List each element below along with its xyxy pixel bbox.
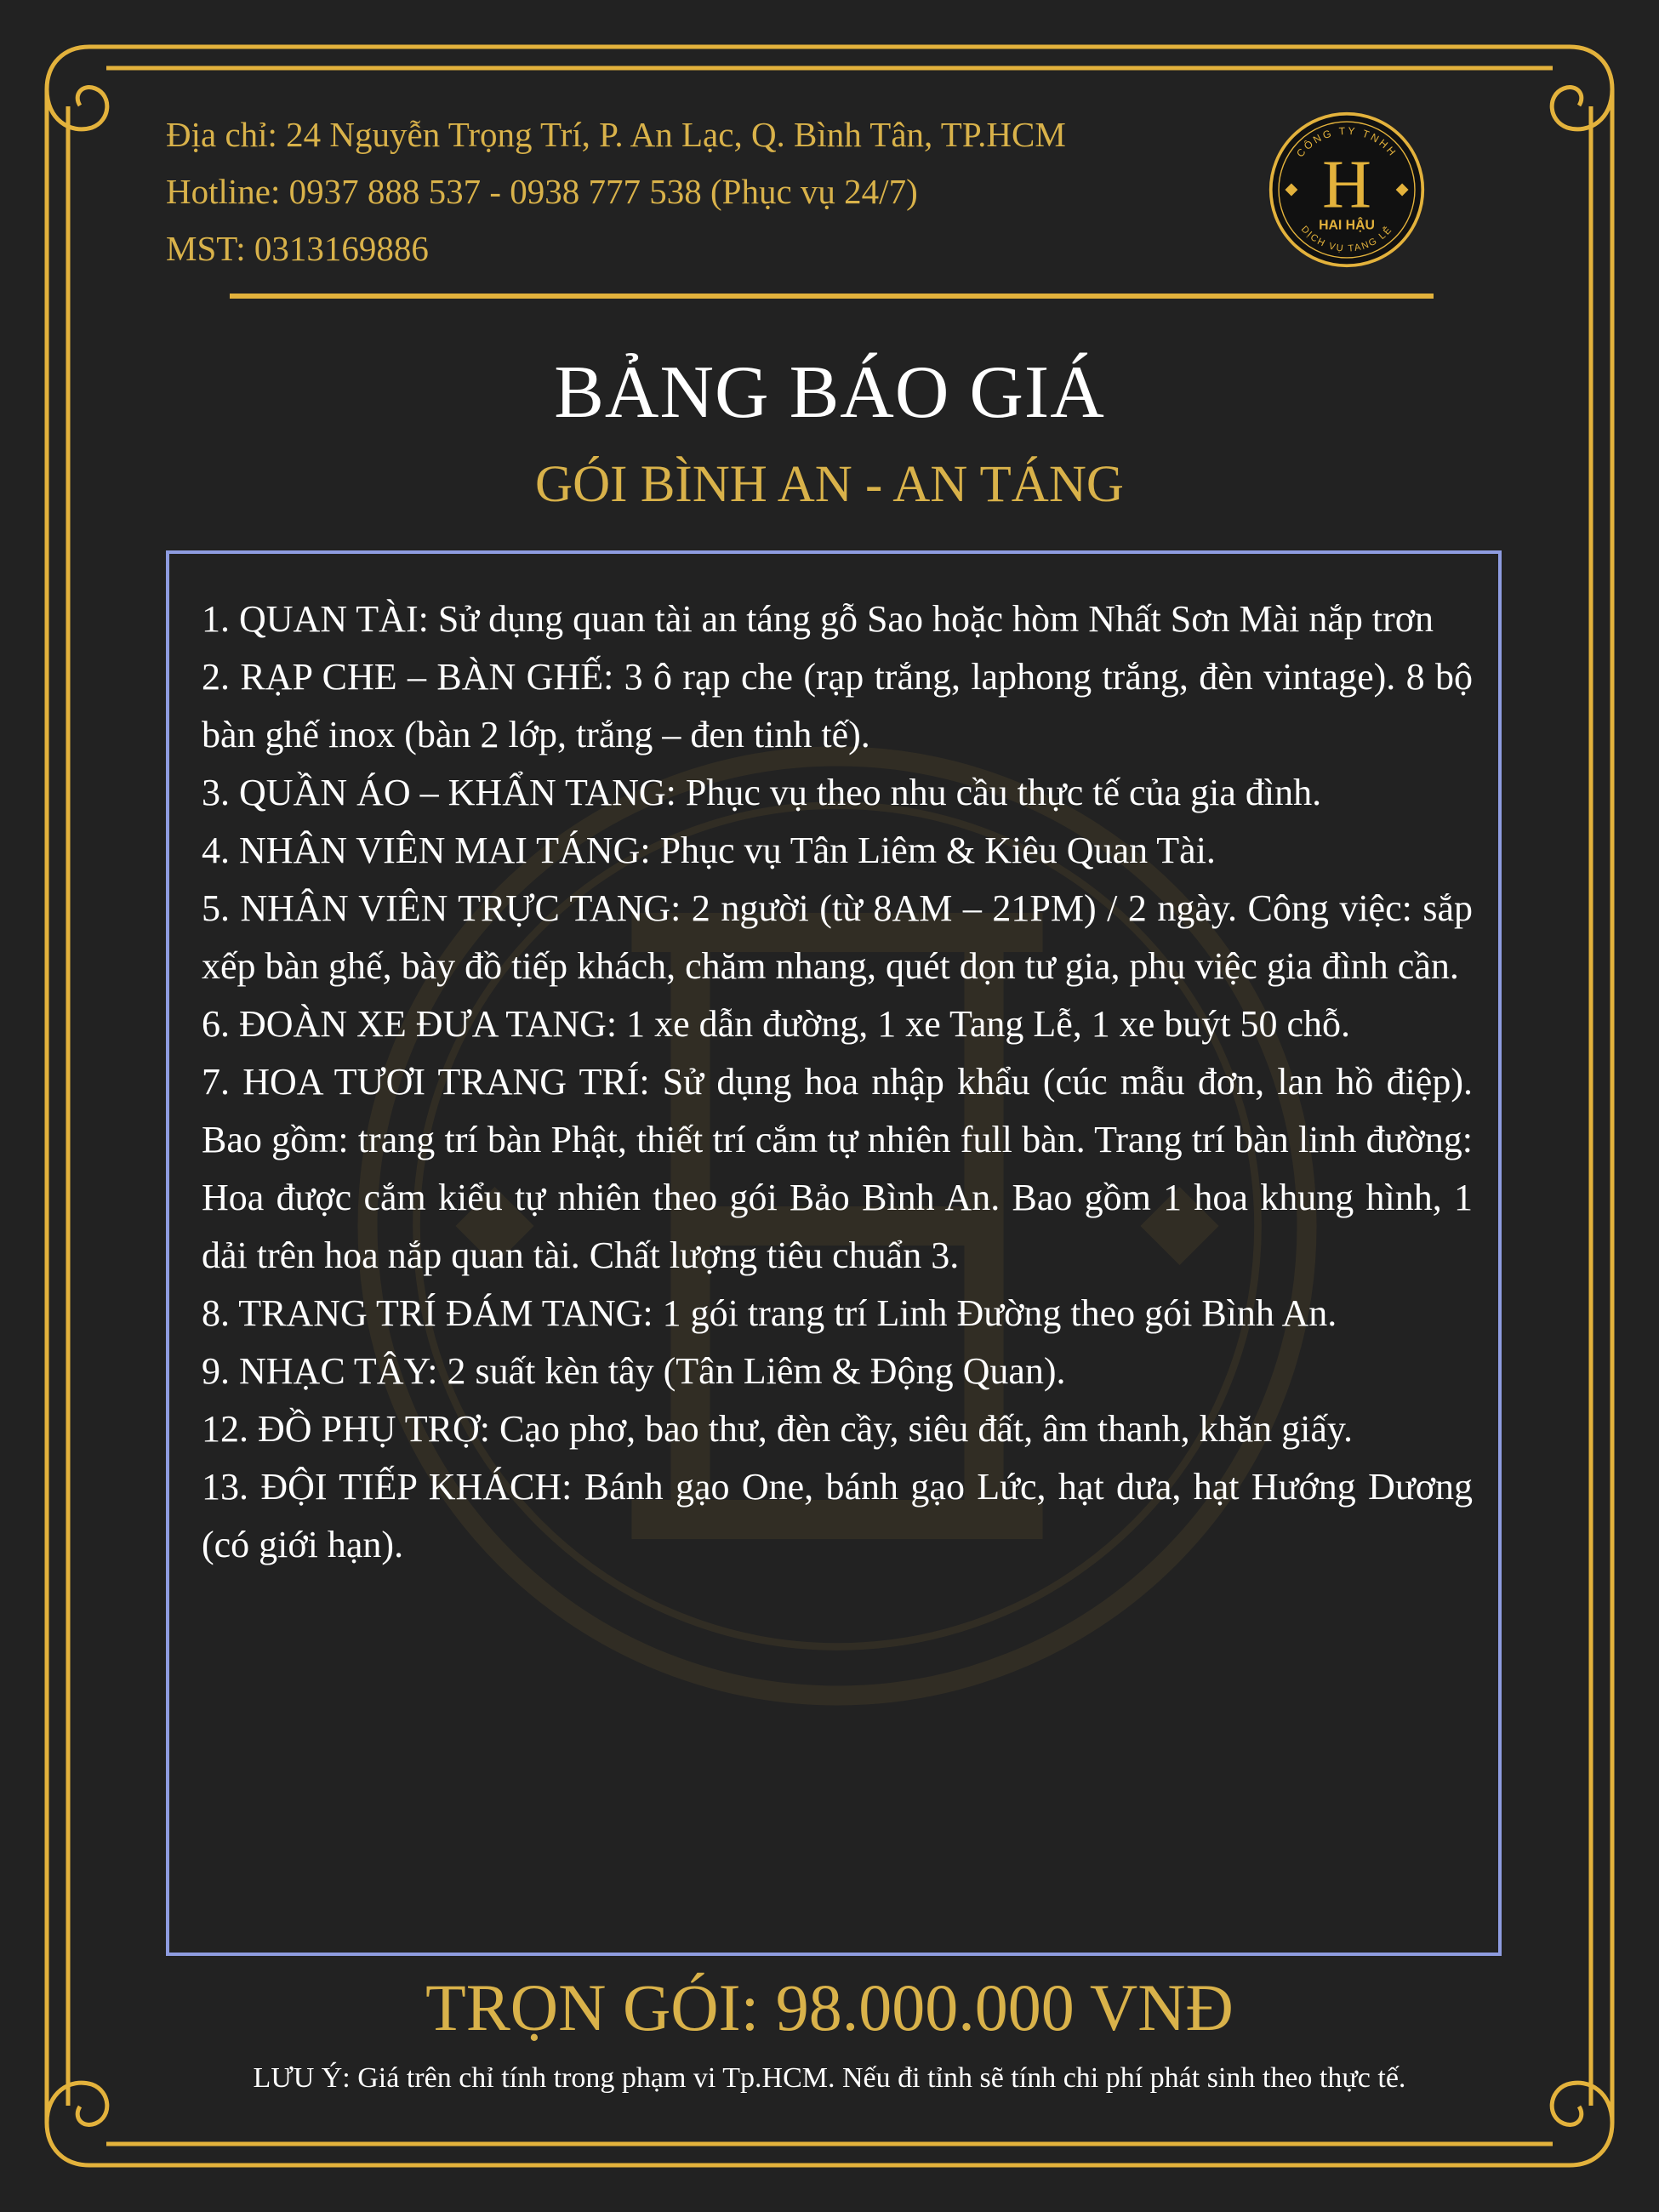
- list-item: 5. NHÂN VIÊN TRỰC TANG: 2 người (từ 8AM – 21PM) / 2 ngày. Công việc: sắp xếp bàn ghế, bày đồ tiếp khách, chăm nhang, quét dọn tư gia, phụ việc gia đình cần.: [202, 887, 1473, 987]
- list-item: 1. QUAN TÀI: Sử dụng quan tài an táng gỗ Sao hoặc hòm Nhất Sơn Mài nắp trơn: [202, 598, 1434, 640]
- list-item: 9. NHẠC TÂY: 2 suất kèn tây (Tân Liêm & Động Quan).: [202, 1350, 1066, 1392]
- company-logo: [1268, 111, 1426, 269]
- header-divider: [230, 294, 1434, 299]
- package-total-price: TRỌN GÓI: 98.000.000 VNĐ: [425, 1970, 1234, 2044]
- list-item: 7. HOA TƯƠI TRANG TRÍ: Sử dụng hoa nhập khẩu (cúc mẫu đơn, lan hồ điệp). Bao gồm: trang trí bàn Phật, thiết trí cắm tự nhiên full bàn. Trang trí bàn linh đường: Hoa được cắm kiểu tự nhiên theo gói Bảo Bình An. Bao gồm 1 hoa khung hình, 1 dải trên hoa nắp quan tài. Chất lượng tiêu chuẩn 3.: [202, 1061, 1473, 1276]
- hotline-text: Hotline: 0937 888 537 - 0938 777 538 (Phục vụ 24/7): [166, 172, 918, 211]
- list-item: 6. ĐOÀN XE ĐƯA TANG: 1 xe dẫn đường, 1 xe Tang Lễ, 1 xe buýt 50 chỗ.: [202, 1003, 1351, 1045]
- list-item: 12. ĐỒ PHỤ TRỢ: Cạo phơ, bao thư, đèn cầy, siêu đất, âm thanh, khăn giấy.: [202, 1408, 1354, 1450]
- list-item: 13. ĐỘI TIẾP KHÁCH: Bánh gạo One, bánh gạo Lức, hạt dưa, hạt Hướng Dương (có giới hạn).: [202, 1466, 1473, 1565]
- list-item: 2. RẠP CHE – BÀN GHẾ: 3 ô rạp che (rạp trắng, laphong trắng, đèn vintage). 8 bộ bàn ghế inox (bàn 2 lớp, trắng – đen tinh tế).: [202, 656, 1473, 755]
- address-text: Địa chỉ: 24 Nguyễn Trọng Trí, P. An Lạc, Q. Bình Tân, TP.HCM: [166, 115, 1066, 154]
- pricing-note: LƯU Ý: Giá trên chỉ tính trong phạm vi Tp.HCM. Nếu đi tỉnh sẽ tính chi phí phát sinh theo thực tế.: [253, 2062, 1406, 2094]
- package-subtitle: GÓI BÌNH AN - AN TÁNG: [535, 456, 1124, 513]
- services-box: [166, 550, 1502, 1956]
- list-item: 3. QUẦN ÁO – KHẨN TANG: Phục vụ theo nhu cầu thực tế của gia đình.: [202, 772, 1322, 813]
- contact-info: [166, 106, 1066, 277]
- tax-id-text: MST: 0313169886: [166, 229, 429, 268]
- page-title: BẢNG BÁO GIÁ: [554, 351, 1105, 434]
- list-item: 4. NHÂN VIÊN MAI TÁNG: Phục vụ Tân Liêm & Kiêu Quan Tài.: [202, 830, 1216, 871]
- service-list: [202, 590, 1473, 1574]
- list-item: 8. TRANG TRÍ ĐÁM TANG: 1 gói trang trí Linh Đường theo gói Bình An.: [202, 1292, 1337, 1334]
- logo-name: HAI HẬU: [1319, 218, 1375, 233]
- logo-bottom-text: DỊCH VỤ TANG LỄ: [1298, 224, 1395, 254]
- logo-letter: H: [1322, 147, 1371, 223]
- logo-top-text: CÔNG TY TNHH: [1294, 124, 1400, 160]
